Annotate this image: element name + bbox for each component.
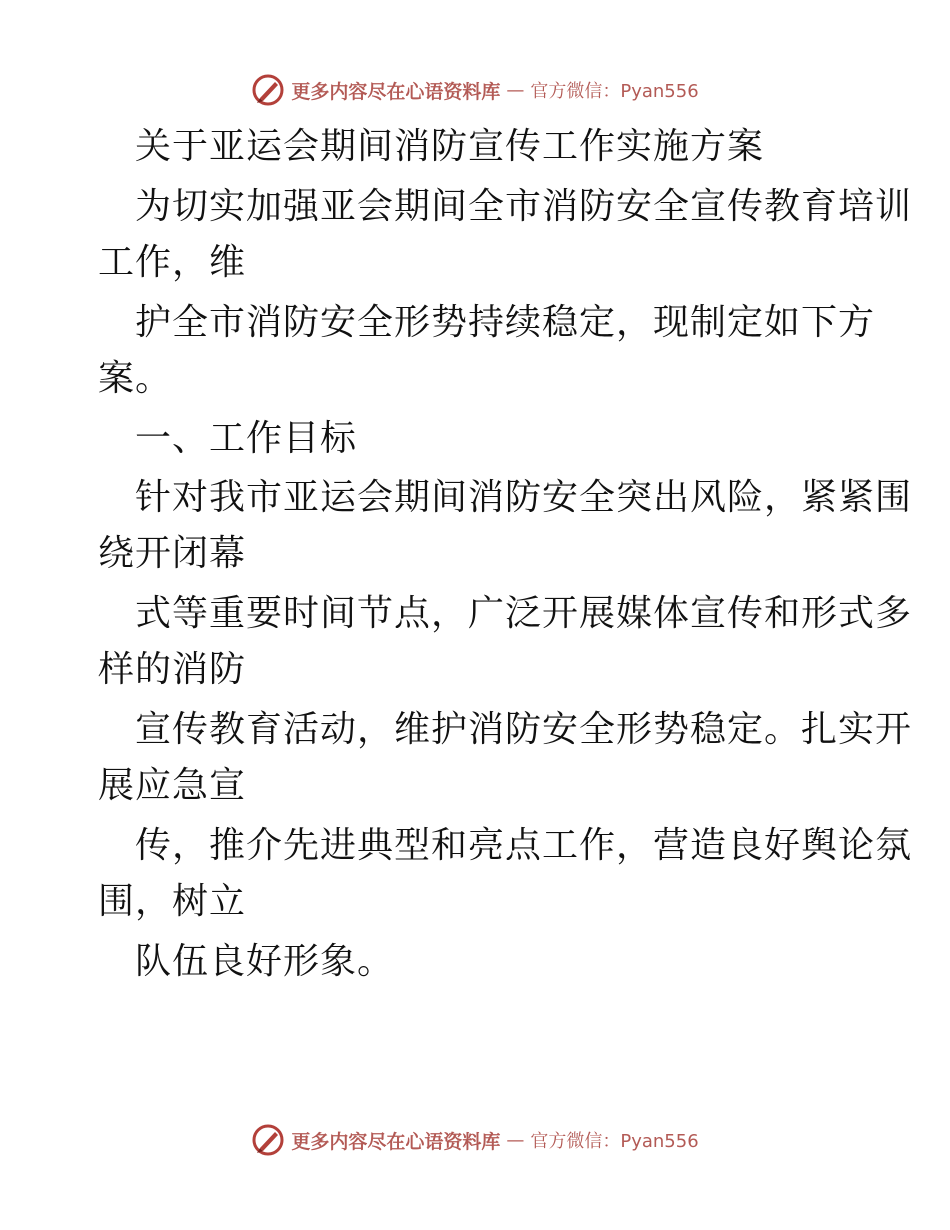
paragraph-line: 式等重要时间节点，广泛开展媒体宣传和形式多: [135, 593, 913, 634]
paragraph-line: 工作，维: [98, 242, 247, 283]
paragraph-line: 针对我市亚运会期间消防安全突出风险，紧紧围: [135, 477, 913, 518]
pen-logo-icon: [251, 73, 285, 107]
paragraph-line: 队伍良好形象。: [135, 941, 395, 982]
paragraph-line: 宣传教育活动，维护消防安全形势稳定。扎实开: [135, 709, 913, 750]
paragraph-line: 为切实加强亚会期间全市消防安全宣传教育培训: [135, 186, 913, 227]
document-title: 关于亚运会期间消防宣传工作实施方案: [135, 126, 765, 167]
watermark-separator: —: [506, 1129, 525, 1151]
watermark-wechat: 官方微信：Pyan556: [530, 1131, 699, 1152]
paragraph-line: 绕开闭幕: [98, 533, 247, 574]
paragraph-line: 样的消防: [98, 649, 247, 690]
header-watermark: [0, 70, 950, 110]
paragraph-line: 案。: [98, 358, 173, 399]
watermark-brand: 更多内容尽在心语资料库: [291, 80, 501, 103]
watermark-separator: —: [506, 79, 525, 101]
section-heading: 一、工作目标: [135, 418, 358, 459]
paragraph-line: 传，推介先进典型和亮点工作，营造良好舆论氛: [135, 825, 913, 866]
pen-logo-icon: [251, 1123, 285, 1157]
paragraph-line: 展应急宣: [98, 765, 247, 806]
paragraph-line: 围，树立: [98, 881, 247, 922]
paragraph-line: 护全市消防安全形势持续稳定，现制定如下方: [135, 302, 876, 343]
footer-watermark: [0, 1120, 950, 1160]
watermark-wechat: 官方微信：Pyan556: [530, 81, 699, 102]
watermark-brand: 更多内容尽在心语资料库: [291, 1130, 501, 1153]
